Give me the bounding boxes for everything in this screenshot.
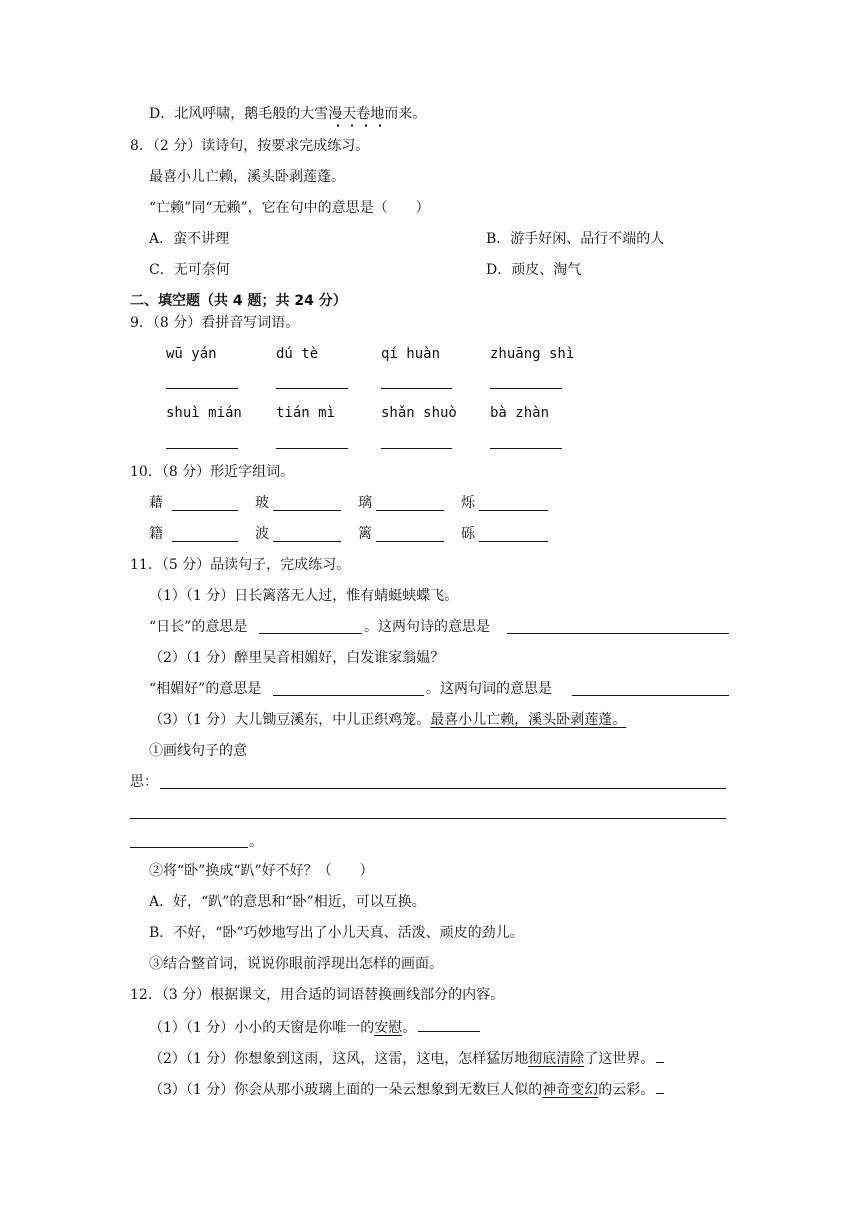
q11-part3 xyxy=(149,711,626,729)
q8-option-b[interactable]: B．游手好闲、品行不端的人 xyxy=(486,231,665,247)
q12-part1 xyxy=(149,1017,480,1037)
q10-char: 璃 xyxy=(358,495,372,511)
q11-part1-question-a: “日长”的意思是 xyxy=(149,619,248,635)
q11-part2-question-a: “相媚好”的意思是 xyxy=(149,681,262,697)
q12-part3-underlined: 神奇变幻 xyxy=(542,1082,599,1098)
q10-char: 波 xyxy=(255,526,269,542)
q10-answer-blank[interactable] xyxy=(376,510,444,511)
q10-char: 烁 xyxy=(461,495,475,511)
q9-pinyin: tián mì xyxy=(276,405,336,421)
q12-part3-blank[interactable] xyxy=(656,1079,664,1094)
q11-sub2: ②将“卧”换成“趴”好不好？（ ） xyxy=(149,863,374,879)
q8-option-a[interactable]: A．蛮不讲理 xyxy=(149,231,230,247)
q8-title: 8．（2 分）读诗句，按要求完成练习。 xyxy=(130,138,370,154)
q11-part2: （2）（1 分）醉里吴音相媚好，白发谁家翁媪？ xyxy=(149,650,445,666)
section-heading-fill-blank: 二、填空题（共 4 题；共 24 分） xyxy=(130,293,347,309)
q11-sub1-cont: 思： xyxy=(130,774,158,790)
q7-option-d-suffix: 而来。 xyxy=(384,106,427,122)
q9-answer-blank[interactable] xyxy=(381,388,452,389)
q10-answer-blank[interactable] xyxy=(172,510,238,511)
q11-title: 11．（5 分）品读句子，完成练习。 xyxy=(130,557,351,573)
q12-part1-end: 。 xyxy=(402,1020,417,1036)
q9-pinyin: shuì mián xyxy=(166,405,242,421)
q11-sub1: ①画线句子的意 xyxy=(149,743,247,759)
q9-pinyin: bà zhàn xyxy=(490,405,550,421)
q10-answer-blank[interactable] xyxy=(479,510,548,511)
q12-part2-blank[interactable] xyxy=(656,1048,664,1063)
q8-poem: 最喜小儿亡赖，溪头卧剥莲蓬。 xyxy=(149,169,345,185)
q9-answer-blank[interactable] xyxy=(166,388,238,389)
q11-part2-blank-a[interactable] xyxy=(273,695,424,696)
q7-option-d-prefix: D．北风呼啸，鹅毛般的大雪 xyxy=(149,106,329,122)
q12-part3 xyxy=(149,1079,664,1099)
q11-sub2-option-b[interactable]: B．不好，“卧”巧妙地写出了小儿天真、活泼、顽皮的劲儿。 xyxy=(149,925,524,941)
q9-pinyin: wū yán xyxy=(166,346,217,362)
q12-part2-text: （2）（1 分）你想象到这雨，这风，这雷，这电，怎样猛厉地 xyxy=(149,1051,529,1067)
q10-answer-blank[interactable] xyxy=(479,541,548,542)
q12-part3-text: （3）（1 分）你会从那小玻璃上面的一朵云想象到无数巨人似的 xyxy=(149,1082,543,1098)
q10-char: 篱 xyxy=(358,526,372,542)
q9-pinyin: dú tè xyxy=(276,346,319,362)
q10-char: 藉 xyxy=(149,495,163,511)
q11-part3-underlined: 最喜小儿亡赖，溪头卧剥莲蓬。 xyxy=(430,712,627,728)
q12-part2-underlined: 彻底清除 xyxy=(528,1051,585,1067)
q12-part3-end: 的云彩。 xyxy=(598,1082,655,1098)
q12-part1-blank[interactable] xyxy=(418,1017,480,1032)
q7-option-d-emphasis: 漫天卷地 xyxy=(328,106,385,122)
q10-char: 籍 xyxy=(149,526,163,542)
q8-question: “亡赖”同“无赖”，它在句中的意思是（ ） xyxy=(149,200,430,216)
q11-sub2-option-a[interactable]: A．好，“趴”的意思和“卧”相近，可以互换。 xyxy=(149,894,426,910)
q12-part2 xyxy=(149,1048,664,1068)
q9-pinyin: shǎn shuò xyxy=(381,405,457,421)
q11-sub1-end: 。 xyxy=(249,834,263,850)
q9-answer-blank[interactable] xyxy=(490,448,562,449)
q12-part1-underlined: 安慰 xyxy=(374,1020,403,1036)
q12-part2-end: 了这世界。 xyxy=(584,1051,655,1067)
q7-option-d xyxy=(149,105,426,123)
q11-sub1-blank[interactable] xyxy=(130,847,248,848)
q11-part2-question-b: 。这两句词的意思是 xyxy=(426,681,552,697)
q11-sub1-blank[interactable] xyxy=(130,818,726,819)
q9-pinyin: zhuāng shì xyxy=(490,346,575,362)
q10-char: 玻 xyxy=(255,495,269,511)
q9-pinyin: qí huàn xyxy=(381,346,441,362)
q9-answer-blank[interactable] xyxy=(276,388,348,389)
q11-part1-blank-b[interactable] xyxy=(507,633,729,634)
q9-title: 9．（8 分）看拼音写词语。 xyxy=(130,315,300,331)
q10-answer-blank[interactable] xyxy=(273,541,341,542)
q8-option-c[interactable]: C．无可奈何 xyxy=(149,262,230,278)
q12-title: 12．（3 分）根据课文，用合适的词语替换画线部分的内容。 xyxy=(130,987,505,1003)
q10-answer-blank[interactable] xyxy=(172,541,238,542)
q10-answer-blank[interactable] xyxy=(376,541,444,542)
q11-part1-blank-a[interactable] xyxy=(259,633,362,634)
q10-title: 10．（8 分）形近字组词。 xyxy=(130,464,295,480)
q11-sub3: ③结合整首词，说说你眼前浮现出怎样的画面。 xyxy=(149,956,443,972)
q11-part3-text: （3）（1 分）大儿锄豆溪东，中儿正织鸡笼。 xyxy=(149,712,431,728)
q9-answer-blank[interactable] xyxy=(381,448,452,449)
q11-part1: （1）（1 分）日长篱落无人过，惟有蜻蜓蛱蝶飞。 xyxy=(149,588,459,604)
q10-char: 砾 xyxy=(461,526,475,542)
q8-option-d[interactable]: D．顽皮、淘气 xyxy=(486,262,582,278)
q11-part2-blank-b[interactable] xyxy=(572,695,729,696)
q9-answer-blank[interactable] xyxy=(166,448,238,449)
q11-part1-question-b: 。这两句诗的意思是 xyxy=(364,619,490,635)
q10-answer-blank[interactable] xyxy=(273,510,341,511)
q9-answer-blank[interactable] xyxy=(490,388,562,389)
q12-part1-text: （1）（1 分）小小的天窗是你唯一的 xyxy=(149,1020,375,1036)
q11-sub1-blank[interactable] xyxy=(160,788,726,789)
q9-answer-blank[interactable] xyxy=(276,448,348,449)
